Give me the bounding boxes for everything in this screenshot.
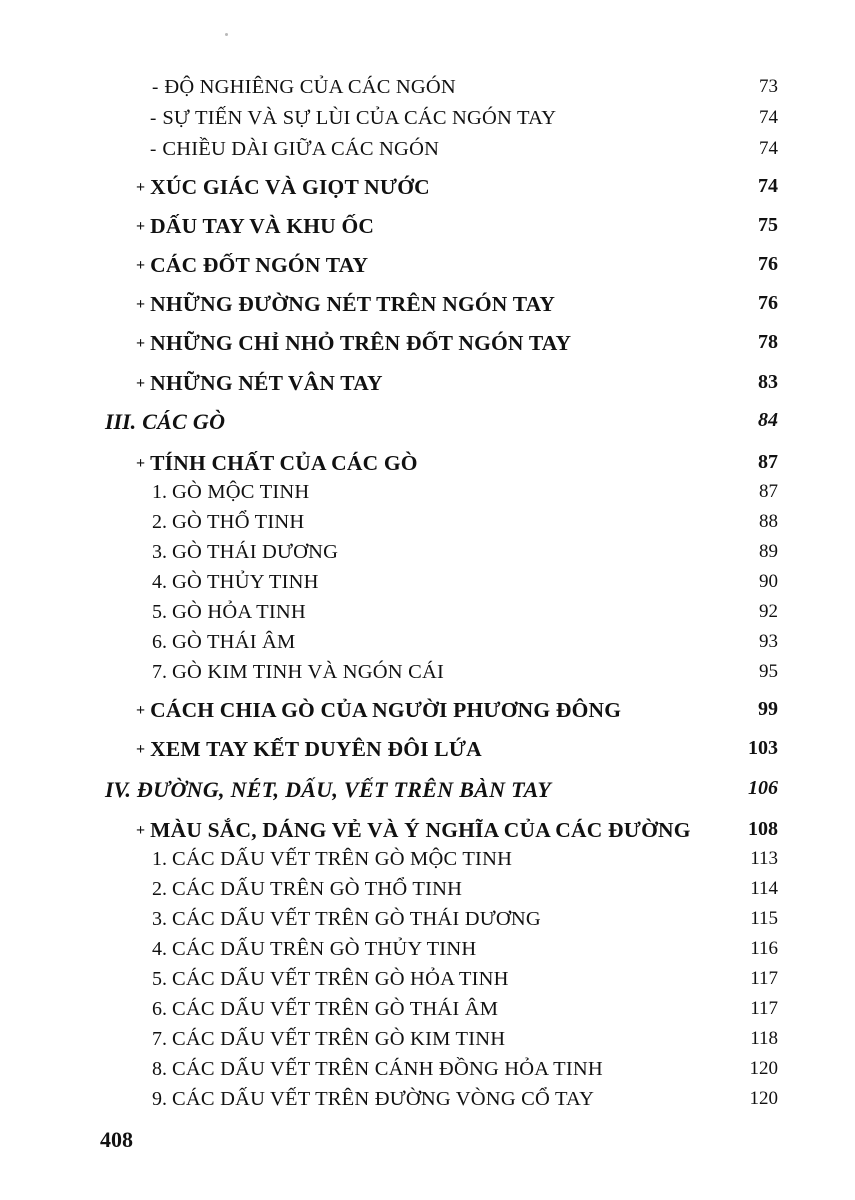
toc-entry-marker: 3. [152,908,167,930]
toc-entry-label: GÒ THỔ TINH [172,511,305,533]
toc-entry-label: MÀU SẮC, DÁNG VẺ VÀ Ý NGHĨA CỦA CÁC ĐƯỜNG [150,818,691,842]
toc-entry[interactable] [136,818,691,843]
toc-entry-label: CÁC DẤU TRÊN GÒ THỔ TINH [172,878,463,900]
toc-entry-page-number: 93 [759,631,778,652]
toc-entry-page-number: 92 [759,601,778,622]
toc-entry-page-number: 73 [759,76,778,97]
toc-entry-label: GÒ THÁI DƯƠNG [172,541,339,563]
toc-entry-label: CÁC DẤU VẾT TRÊN ĐƯỜNG VÒNG CỔ TAY [172,1088,595,1110]
toc-entry[interactable] [150,138,439,161]
toc-entry-marker: + [136,218,146,235]
toc-entry[interactable] [152,938,476,961]
toc-entry[interactable] [152,571,319,594]
toc-entry-marker: 1. [152,848,167,870]
toc-entry-page-number: 120 [749,1088,778,1109]
toc-entry-marker: 5. [152,601,167,623]
toc-entry-page-number: 99 [758,698,778,720]
toc-entry-label: DẤU TAY VÀ KHU ỐC [150,214,375,238]
toc-entry-marker: + [136,455,146,472]
toc-entry-marker: - [150,139,157,160]
toc-entry-label: CÁCH CHIA GÒ CỦA NGƯỜI PHƯƠNG ĐÔNG [150,698,622,722]
toc-entry-marker: 2. [152,878,167,900]
toc-entry-page-number: 106 [748,777,778,799]
toc-entry[interactable] [136,253,368,278]
toc-entry-label: CÁC DẤU VẾT TRÊN GÒ MỘC TINH [172,848,513,870]
toc-entry[interactable] [152,631,295,654]
toc-entry[interactable] [136,175,430,200]
toc-entry[interactable] [152,998,498,1021]
toc-entry-marker: 9. [152,1088,167,1110]
toc-entry[interactable] [136,737,482,762]
toc-entry[interactable] [136,292,555,317]
toc-entry-label: CHIỀU DÀI GIỮA CÁC NGÓN [162,138,440,160]
toc-entry-marker: 3. [152,541,167,563]
toc-entry-label: CÁC DẤU TRÊN GÒ THỦY TINH [172,938,477,960]
toc-entry-page-number: 113 [750,848,778,869]
toc-entry-page-number: 90 [759,571,778,592]
toc-entry-page-number: 78 [758,331,778,353]
toc-entry-marker: + [136,741,146,758]
toc-entry-marker: III. [105,409,137,434]
toc-entry-marker: + [136,257,146,274]
toc-entry-label: ĐƯỜNG, NÉT, DẤU, VẾT TRÊN BÀN TAY [136,777,552,802]
toc-entry[interactable] [105,777,551,803]
toc-entry-page-number: 76 [758,253,778,275]
toc-entry-page-number: 117 [750,998,778,1019]
toc-entry-marker: + [136,375,146,392]
toc-entry-label: CÁC ĐỐT NGÓN TAY [150,253,369,277]
toc-entry[interactable] [152,661,444,684]
toc-entry-marker: 5. [152,968,167,990]
toc-entry-page-number: 76 [758,292,778,314]
toc-entry-label: GÒ HỎA TINH [172,601,306,623]
toc-entry-page-number: 88 [759,511,778,532]
toc-entry-marker: + [136,822,146,839]
toc-entry-label: GÒ KIM TINH VÀ NGÓN CÁI [172,661,445,683]
toc-entry-label: SỰ TIẾN VÀ SỰ LÙI CỦA CÁC NGÓN TAY [162,107,557,129]
toc-entry-label: GÒ THỦY TINH [172,571,319,593]
toc-entry-marker: 6. [152,998,167,1020]
toc-entry-label: CÁC DẤU VẾT TRÊN GÒ THÁI DƯƠNG [172,908,541,930]
toc-entry-label: CÁC GÒ [142,409,226,434]
toc-entry[interactable] [152,601,306,624]
toc-entry-page-number: 74 [758,175,778,197]
toc-entry-label: GÒ THÁI ÂM [172,631,296,653]
toc-entry-marker: - [150,108,157,129]
toc-entry[interactable] [152,878,462,901]
toc-entry-page-number: 117 [750,968,778,989]
toc-entry-marker: IV. [105,777,131,802]
toc-entry-marker: 4. [152,938,167,960]
toc-entry-marker: + [136,179,146,196]
toc-entry-page-number: 83 [758,371,778,393]
toc-entry-page-number: 74 [759,107,778,128]
toc-entry-label: NHỮNG CHỈ NHỎ TRÊN ĐỐT NGÓN TAY [150,331,572,355]
toc-entry-marker: 6. [152,631,167,653]
toc-entry-page-number: 95 [759,661,778,682]
toc-entry-label: NHỮNG ĐƯỜNG NÉT TRÊN NGÓN TAY [150,292,556,316]
toc-entry-label: CÁC DẤU VẾT TRÊN CÁNH ĐỒNG HỎA TINH [172,1058,603,1080]
toc-entry-label: CÁC DẤU VẾT TRÊN GÒ KIM TINH [172,1028,506,1050]
toc-entry-page-number: 89 [759,541,778,562]
toc-entry-marker: - [152,77,159,98]
toc-entry[interactable] [152,1028,505,1051]
toc-entry[interactable] [152,511,304,534]
toc-entry[interactable] [152,481,309,504]
toc-entry-page-number: 118 [750,1028,778,1049]
page-folio-number: 408 [100,1127,133,1152]
scan-speck [225,33,228,36]
toc-entry[interactable] [150,107,556,130]
toc-entry[interactable] [136,371,383,396]
toc-entry-marker: + [136,296,146,313]
toc-entry[interactable] [152,1058,603,1081]
toc-entry-marker: + [136,702,146,719]
toc-entry-marker: 4. [152,571,167,593]
toc-entry[interactable] [152,541,338,564]
toc-entry-label: CÁC DẤU VẾT TRÊN GÒ THÁI ÂM [172,998,499,1020]
toc-entry-page-number: 84 [758,409,778,431]
toc-entry[interactable] [152,848,512,871]
toc-entry-page-number: 115 [750,908,778,929]
toc-entry-label: GÒ MỘC TINH [172,481,310,503]
toc-entry[interactable] [152,1088,594,1111]
toc-entry-marker: 1. [152,481,167,503]
toc-entry-page-number: 120 [749,1058,778,1079]
toc-entry[interactable] [136,698,621,723]
toc-entry[interactable] [136,331,571,356]
toc-entry-page-number: 108 [748,818,778,840]
toc-entry-label: ĐỘ NGHIÊNG CỦA CÁC NGÓN [164,76,456,98]
toc-entry-label: NHỮNG NÉT VÂN TAY [150,371,383,395]
toc-entry-page-number: 75 [758,214,778,236]
toc-entry-page-number: 103 [748,737,778,759]
toc-entry-marker: 7. [152,661,167,683]
toc-entry-marker: 8. [152,1058,167,1080]
toc-entry-page-number: 74 [759,138,778,159]
toc-entry[interactable] [136,214,374,239]
toc-entry-page-number: 87 [759,481,778,502]
toc-entry-label: XEM TAY KẾT DUYÊN ĐÔI LỨA [150,737,482,761]
toc-entry-page-number: 116 [750,938,778,959]
toc-entry[interactable] [105,409,225,435]
toc-entry-page-number: 114 [750,878,778,899]
toc-entry-marker: 2. [152,511,167,533]
toc-entry-page-number: 87 [758,451,778,473]
toc-entry-label: XÚC GIÁC VÀ GIỌT NƯỚC [150,175,430,199]
toc-entry-marker: 7. [152,1028,167,1050]
toc-entry[interactable] [152,76,456,99]
toc-entry-label: TÍNH CHẤT CỦA CÁC GÒ [150,451,418,475]
toc-entry[interactable] [152,908,541,931]
toc-entry[interactable] [152,968,509,991]
toc-entry[interactable] [136,451,418,476]
toc-entry-marker: + [136,335,146,352]
toc-entry-label: CÁC DẤU VẾT TRÊN GÒ HỎA TINH [172,968,509,990]
